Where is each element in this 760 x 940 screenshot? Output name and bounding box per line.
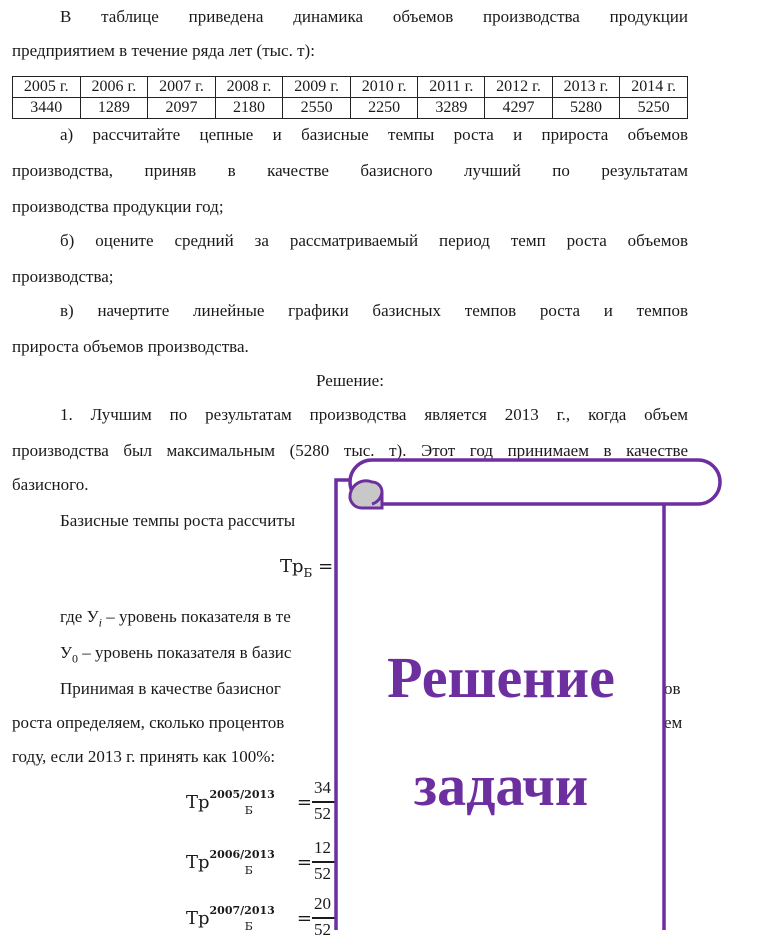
task-c-line-2: прироста объемов производства. xyxy=(12,337,249,356)
taking-line-2: роста определяем, сколько процентов xyxy=(12,713,285,732)
formula-equals: = xyxy=(296,792,312,813)
table-cell: 2180 xyxy=(215,98,283,119)
solution-line-2: производства был максимальным (5280 тыс. т). Этот год принимаем в качестве xyxy=(12,441,688,460)
formula-superscript: 2007/2013 xyxy=(209,904,275,917)
banner-title-line-1: Решение xyxy=(387,645,615,710)
production-table xyxy=(12,76,688,119)
table-cell: 2014 г. xyxy=(620,77,688,98)
table-cell: 4297 xyxy=(485,98,553,119)
task-b-line-2: производства; xyxy=(12,267,114,286)
table-cell: 2011 г. xyxy=(418,77,485,98)
fraction-denominator: 52 xyxy=(314,920,331,939)
task-a-line-3: производства продукции год; xyxy=(12,197,224,216)
formula-base-growth xyxy=(280,556,334,580)
fraction-numerator: 34 xyxy=(314,778,331,797)
table-cell: 2013 г. xyxy=(552,77,620,98)
table-cell: 2005 г. xyxy=(13,77,81,98)
formula-symbol: Тр xyxy=(280,556,304,577)
table-cell: 2006 г. xyxy=(80,77,148,98)
table-cell: 2009 г. xyxy=(283,77,351,98)
fraction-numerator: 12 xyxy=(314,838,331,857)
table-cell: 2097 xyxy=(148,98,216,119)
where-text-rest: – уровень показателя в базис xyxy=(78,643,292,662)
banner-title-line-2: задачи xyxy=(413,753,589,818)
formula-symbol: Тр xyxy=(186,852,210,873)
formula-lhs xyxy=(186,904,312,933)
table-row-years xyxy=(13,77,688,98)
task-a-line-1: а) рассчитайте цепные и базисные темпы роста и прироста объемов xyxy=(60,125,688,144)
fraction-denominator: 52 xyxy=(314,864,331,883)
formula-lhs xyxy=(186,788,312,817)
table-cell: 5250 xyxy=(620,98,688,119)
formula-symbol: Тр xyxy=(186,792,210,813)
solution-line-1: 1. Лучшим по результатам производства является 2013 г., когда объем xyxy=(60,405,688,424)
table-cell: 2550 xyxy=(283,98,351,119)
table-cell: 3440 xyxy=(13,98,81,119)
solution-heading: Решение: xyxy=(316,371,384,390)
table-cell: 2008 г. xyxy=(215,77,283,98)
taking-line-1-end: ов xyxy=(664,679,681,698)
task-a-line-2: производства, приняв в качестве базисного лучший по результатам xyxy=(12,161,688,180)
table-cell: 1289 xyxy=(80,98,148,119)
table-cell: 3289 xyxy=(418,98,485,119)
formula-subscript: Б xyxy=(244,920,253,933)
formula-superscript: 2006/2013 xyxy=(209,848,275,861)
where-subscript: 0 xyxy=(72,651,79,666)
where-text-rest: – уровень показателя в те xyxy=(101,607,291,626)
table-cell: 2250 xyxy=(350,98,418,119)
table-cell: 2010 г. xyxy=(350,77,418,98)
taking-line-2-end: ем xyxy=(664,713,683,732)
formula-superscript: 2005/2013 xyxy=(209,788,275,801)
table-cell: 2012 г. xyxy=(485,77,553,98)
fraction-numerator: 20 xyxy=(314,894,331,913)
task-c-line-1: в) начертите линейные графики базисных темпов роста и темпов xyxy=(60,301,688,320)
taking-line-3: году, если 2013 г. принять как 100%: xyxy=(12,747,276,766)
formula-subscript: Б xyxy=(244,804,253,817)
fraction-denominator: 52 xyxy=(314,804,331,823)
where-text: У xyxy=(60,643,73,662)
where-text: где У xyxy=(60,607,99,626)
formula-subscript: Б xyxy=(303,566,313,580)
table-cell: 2007 г. xyxy=(148,77,216,98)
task-b-line-1: б) оцените средний за рассматриваемый период темп роста объемов xyxy=(60,231,688,250)
table-cell: 5280 xyxy=(552,98,620,119)
table-row-values xyxy=(13,98,688,119)
formula-equals: = xyxy=(318,556,334,577)
formula-equals: = xyxy=(296,908,312,929)
solution-scroll-banner[interactable] xyxy=(334,458,724,930)
formula-equals: = xyxy=(296,852,312,873)
solution-line-4: Базисные темпы роста рассчиты xyxy=(60,511,296,530)
taking-line-1: Принимая в качестве базисног xyxy=(60,679,281,698)
formula-symbol: Тр xyxy=(186,908,210,929)
intro-line-1: В таблице приведена динамика объемов производства продукции xyxy=(60,7,688,26)
formula-lhs xyxy=(186,848,312,877)
where-subscript: i xyxy=(98,615,102,630)
formula-subscript: Б xyxy=(244,864,253,877)
intro-line-2: предприятием в течение ряда лет (тыс. т): xyxy=(12,41,315,60)
solution-line-3: базисного. xyxy=(12,475,89,494)
